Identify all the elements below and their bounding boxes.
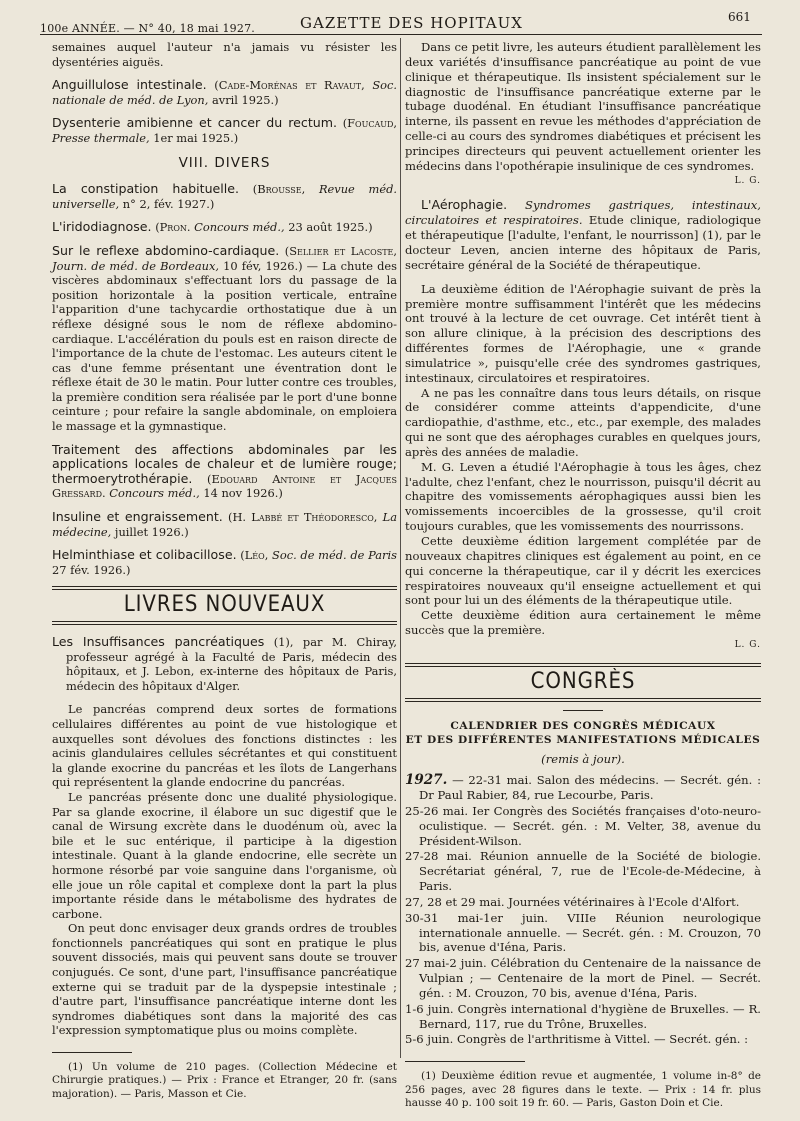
ref-source: Presse thermale, (52, 130, 150, 145)
congres-title: CONGRÈS (530, 668, 636, 694)
livres-nouveaux-title: LIVRES NOUVEAUX (123, 592, 326, 618)
footnote: (1) Deuxième édition revue et augmentée, 1 volume in-8° de 256 pages, avec 28 figures dans le texte. — Prix : 14 fr. plus hausse 40 p. 100 soit 19 fr. 60. — Paris, Gaston Doin et Cie. (405, 1070, 761, 1110)
intro-text: semaines auquel l'auteur n'a jamais vu résister les dysentéries aiguës. (52, 40, 397, 69)
ref-date: n° 2, fév. 1927.) (122, 196, 215, 211)
paragraph: A ne pas les connaître dans tous leurs détails, on risque de considérer comme atteints d'appendicite, d'une cardiopathie, d'asthme, etc., etc., par exemple, des malades qui ne sont que des aérophages curables en quelques jours, après des années de maladie. (405, 385, 761, 459)
double-rule (405, 663, 761, 667)
footnote-rule (405, 1061, 525, 1062)
double-rule (52, 621, 397, 625)
calendar-event (405, 911, 761, 956)
issue-info: 100e ANNÉE. — N° 40, 18 mai 1927. (40, 22, 255, 35)
calendar-heading-1: CALENDRIER DES CONGRÈS MÉDICAUX (450, 719, 716, 732)
book-title: Les Insuffisances pancréatiques (52, 634, 265, 649)
running-header (0, 8, 800, 34)
paragraph: Le pancréas présente donc une dualité physiologique. Par sa glande exocrine, il élabore un suc digestif que le canal de Wirsung excrète dans le duodénum où, avec la bile et le suc entérique, il participe à la digestion intestinale. Quant à la glande endocrine, elle secrète un hormone résorbé par voie sanguine dans l'organisme, où elle joue un rôle capital et complexe dont la part la plus importante réside dans le métabolisme des hydrates de carbone. (52, 789, 397, 921)
bibliographic-reference (52, 220, 397, 235)
bibliographic-reference (52, 116, 397, 145)
aerophagie-subtitle: Syndromes gastriques, intestinaux, circulatoires et respiratoires. (405, 198, 761, 228)
calendar-event (405, 1032, 761, 1047)
references-group-2 (52, 182, 397, 235)
book-details: (1), par M. Chiray, professeur agrégé à la Faculté de Paris, médecin des hôpitaux, et J. Lebon, ex-interne des hôpitaux de Paris, médecin des hôpitaux d'Alger. (66, 635, 398, 693)
paragraph: M. G. Leven a étudié l'Aérophagie à tous les âges, chez l'adulte, chez l'enfant, chez le nourrisson, puisqu'il décrit au chapitre des vomissements aérophagiques aussi bien les vomissements incoercibles de la grossesse, qu'il croit toujours curables, que les vomissements des nourrissons. (405, 459, 761, 534)
ref-date: 23 août 1925.) (288, 220, 373, 235)
aerophagie-title: L'Aérophagie. (421, 197, 508, 213)
calendar-event (405, 773, 761, 803)
reflexe-body: 10 fév, 1926.) — La chute des viscères abdominaux s'effectuant lors du passage de la position horizontale à la position verticale, entraîne l'apparition d'une tachycardie orthostatique due à un réflexe désigné sous le nom de réflexe abdomino-cardiaque. L'accélération du pouls est en raison directe de l'importance de la chute de l'estomac. Les auteurs citent le cas d'une femme présentant une éventration dont le réflexe était de 30 le matin. Pour lutter contre ces troubles, la première condition sera réalisée par le port d'une bonne ceinture ; pour refaire la sangle abdominale, on emploiera le massage et la gymnastique. (52, 258, 398, 434)
paragraph: Cette deuxième édition aura certainement le même succès que la première. (405, 608, 761, 638)
calendar-event-text: 25-26 mai. Ier Congrès des Sociétés françaises d'oto-neuro-oculistique. — Secrét. gén. : M. Velter, 38, avenue du Président-Wilson. (405, 803, 761, 848)
ref-source: Revue méd. universelle, (52, 182, 397, 211)
aerophagie-details: Etude clinique, radiologique et thérapeutique [l'adulte, l'enfant, le nourrisson] (1), par le docteur Leven, ancien interne des hôpitaux de Paris, secrétaire général de la Société de thérapeutique. (405, 213, 761, 272)
ref-title: Insuline et engraissement. (52, 509, 223, 525)
ref-date: avril 1925.) (211, 92, 279, 107)
footnote-rule (52, 1052, 132, 1053)
bibliographic-reference (52, 510, 397, 539)
calendar-event-text: 27, 28 et 29 mai. Journées vétérinaires à l'Ecole d'Alfort. (405, 894, 740, 909)
ref-source: Soc. de méd. de Paris (272, 548, 397, 563)
ref-authors: (Cade-Morénas et Ravaut, (214, 78, 365, 93)
calendar-event-text: 30-31 mai-1er juin. VIIIe Réunion neurologique internationale annuelle. — Secrét. gén. : M. Crouzon, 70 bis, avenue d'Iéna, Paris. (405, 910, 761, 955)
paragraph: La deuxième édition de l'Aérophagie suivant de près la première montre suffisamment l'intérêt que les médecins ont trouvé à la lecture de cet ouvrage. Cet intérêt tient à son allure clinique, à la précision des descriptions des différentes formes de l'Aérophagie, une « grande simulatrice », puisqu'elle crée des syndromes gastriques, intestinaux, circulatoires et respiratoires. (405, 281, 761, 385)
signature: L. G. (734, 175, 761, 186)
ref-authors: (H. Labbé et Théodoresco, (228, 510, 378, 525)
left-column (52, 40, 397, 1101)
bibliographic-reference (52, 78, 397, 107)
right-column (405, 40, 761, 1111)
paragraph: Le pancréas comprend deux sortes de formations cellulaires différentes au point de vue histologique et auxquelles sont dévolues des fonctions distinctes : les acinis glandulaires cellules sécrétantes et qui constituent la glande exocrine du pancréas et les îlots de Langerhans qui représentent la glande endocrine du pancréas. (52, 702, 397, 790)
calendar-event (405, 895, 761, 910)
footnote: (1) Un volume de 210 pages. (Collection Médecine et Chirurgie pratiques.) — Prix : France et Etranger, 20 fr. (sans majoration). — Paris, Masson et Cie. (52, 1061, 397, 1100)
paragraph: On peut donc envisager deux grands ordres de troubles fonctionnels pancréatiques qui sont en pratique le plus souvent dissociés, mais qui peuvent sans doute se trouver conjugués. Ce sont, d'une part, l'insuffisance pancréatique externe qui se traduit par de la dyspepsie intestinale ; d'autre part, l'insuffisance pancréatique interne dont les syndromes diabétiques sont dans la majorité des cas l'expression symptomatique plus ou moins complète. (52, 921, 397, 1038)
ref-source: Soc. nationale de méd. de Lyon, (52, 78, 397, 107)
ref-title: Dysenterie amibienne et cancer du rectum. (52, 115, 338, 131)
calendar-event (405, 1002, 761, 1032)
ref-title: La constipation habituelle. (52, 181, 240, 197)
ref-date: 1er mai 1925.) (153, 130, 239, 145)
calendar-event-text: 1-6 juin. Congrès international d'hygiène de Bruxelles. — R. Bernard, 117, rue du Trône, Bruxelles. (405, 1001, 761, 1031)
ref-title: Helminthiase et colibacillose. (52, 547, 237, 563)
short-rule (563, 710, 603, 711)
calendar-note: (remis à jour). (541, 752, 625, 767)
calendar-event (405, 804, 761, 849)
reflexe-reference (52, 244, 397, 434)
calendar-event-text: 27 mai-2 juin. Célébration du Centenaire de la naissance de Vulpian ; — Centenaire de la mort de Pinel. — Secrét. gén. : M. Crouzon, 70 bis, avenue d'Iéna, Paris. (405, 956, 761, 1000)
calendar-heading-2: ET DES DIFFÉRENTES MANIFESTATIONS MÉDICALES (405, 734, 761, 747)
ref-date: 27 fév. 1926.) (52, 562, 131, 577)
ref-authors: (Edouard Antoine et Jacques Gressard. (52, 471, 398, 501)
reflexe-title: Sur le reflexe abdomino-cardiaque. (52, 242, 280, 258)
ref-authors: (Pron. (155, 220, 191, 235)
reflexe-source: Journ. de méd. de Bordeaux, (52, 258, 220, 273)
ref-authors: (Léo, (240, 548, 269, 563)
ref-source: La médecine, (52, 510, 397, 539)
calendar-year: 1927. (405, 772, 448, 789)
events-list (405, 773, 761, 1047)
references-group-1 (52, 78, 397, 145)
ref-authors: (Foucaud, (342, 116, 398, 131)
column-divider (400, 38, 401, 1058)
ref-title: L'iridodiagnose. (52, 219, 152, 235)
calendar-event (405, 956, 761, 1001)
calendar-event-text: — 22-31 mai. Salon des médecins. — Secrét. gén. : Dr Paul Rabier, 84, rue Lecourbe, Paris. (419, 773, 761, 802)
paragraph: Dans ce petit livre, les auteurs étudient parallèlement les deux variétés d'insuffisance pancréatique au point de vue clinique et thérapeutique. Ils insistent spécialement sur le diagnostic de l'insuffisance pancréatique externe par le tubage duodénal. En étudiant l'insuffisance pancréatique interne, ils passent en revue les méthodes d'appréciation de celle-ci au cours des syndromes diabétiques et précisent les principes directeurs qui peuvent actuellement orienter les médecins dans l'opothérapie insulinique de ces syndromes. (405, 40, 761, 173)
header-rule (40, 34, 762, 35)
bibliographic-reference (52, 443, 397, 501)
ref-title: Traitement des affections abdominales par les applications locales de chaleur et de lumière rouge; thermoerytrothérapie. (52, 441, 397, 486)
ref-date: juillet 1926.) (114, 524, 189, 539)
calendar-event (405, 849, 761, 894)
double-rule (405, 698, 761, 702)
bibliographic-reference (52, 548, 397, 577)
reflexe-authors: (Sellier et Lacoste, (284, 243, 398, 258)
page-number: 661 (728, 10, 751, 24)
references-group-3 (52, 443, 397, 578)
ref-authors: (Brousse, (252, 182, 306, 197)
bibliographic-reference (52, 182, 397, 211)
ref-date: 14 nov 1926.) (203, 486, 283, 501)
paragraph: Cette deuxième édition largement complétée par de nouveaux chapitres cliniques est également au point, en ce qui concerne la thérapeutique, car il y décrit les exercices respiratoires nouveaux qu'il enseigne actuellement et qui sont pour lui un des éléments de la thérapeutique utile. (405, 534, 761, 608)
ref-title: Anguillulose intestinale. (52, 77, 207, 93)
double-rule (52, 586, 397, 590)
ref-source: Concours méd., (109, 486, 200, 501)
calendar-event-text: 5-6 juin. Congrès de l'arthritisme à Vittel. — Secrét. gén. : (405, 1032, 749, 1047)
book-reference (52, 635, 397, 693)
journal-title: GAZETTE DES HOPITAUX (300, 14, 523, 32)
ref-source: Concours méd., (194, 220, 285, 235)
signature: L. G. (734, 639, 761, 650)
aerophagie-reference (405, 198, 761, 272)
section-heading: VIII. DIVERS (178, 154, 271, 171)
calendar-event-text: 27-28 mai. Réunion annuelle de la Société de biologie. Secrétariat général, 7, rue de l'Ecole-de-Médecine, à Paris. (405, 849, 761, 894)
